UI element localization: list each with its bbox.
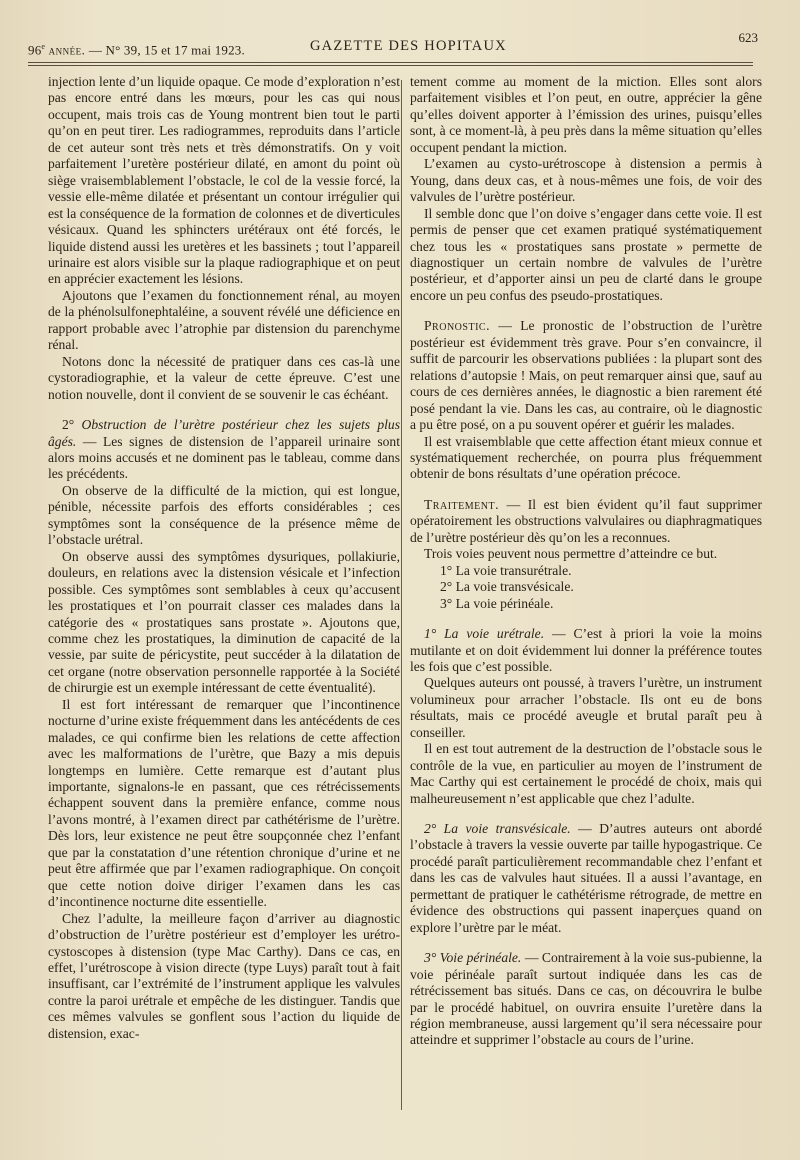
pronostic-heading: Pronostic. <box>424 318 490 334</box>
voie-1-label: 1° La voie urétrale. <box>424 626 545 642</box>
paragraph: Ajoutons que l’examen du fonctionnement rénal, au moyen de la phénolsulfonephtaléine, a souvent révélé une déficience en rapport probable avec l’atrophie par distension du parenchyme rénal. <box>48 287 400 353</box>
paragraph: Trois voies peuvent nous permettre d’atteindre ce but. <box>424 546 718 562</box>
header-rule <box>28 62 753 63</box>
paragraph: injection lente d’un liquide opaque. Ce mode d’exploration n’est pas encore entré dans les mœurs, pour les cas qui nous occupent, mais trois cas de Young montrent bien tout le parti qu’on en peut tirer. Les radiogrammes, reproduits dans l’article de cet auteur sont très nets et très démonstratifs. On y voit parfaitement l’uretère postérieur dilaté, en amont du point où siège vraisemblablement l’obstacle, le col de la vessie forcé, la vessie elle-même dilatée et présentant un contour irrégulier qui est la conséquence de la formation de colonnes et de diverticules vésicaux. Quand les sphincters urétéraux ont été forcés, le liquide distend aussi les uretères et les bassinets ; tout l’appareil urinaire est alors visible sur la plaque radiographique et on peut en apprécier exactement les lésions. <box>48 74 400 287</box>
voie-3-paragraph: 3° Voie périnéale. — Contrairement à la voie sus-pubienne, la voie périnéale paraît surtout indiquée dans les cas de rétrécissement bas situés. Dans ce cas, on découvrira le bulbe par le procédé habituel, on ouvrira ensuite l’uretère dans la région membraneuse, aussi largement qu’il sera nécessaire pour atteindre et supprimer l’obstacle au cours de l’urine. <box>410 950 762 1048</box>
issue-info: 96e année. — N° 39, 15 et 17 mai 1923. <box>28 42 245 58</box>
paragraph: Il est fort intéressant de remarquer que l’incontinence nocturne d’urine existe fréquemment dans les antécédents de ces malades, ce qui confirme bien les relations de cette affection avec les malformations de l’urètre, que Bazy a mis depuis longtemps en lumière. Cette remarque est d’autant plus importante, signalons-le en passant, que ces rétrécissements échappent souvent dans la première enfance, comme nous l’avons montré, à l’examen direct par cathétérisme de l’urètre. Dès lors, leur existence ne peut être soupçonnée chez l’enfant que par la constatation d’une rétention chronique d’urine et ne peut être affirmée que par l’examen radiographique. On conçoit que cette notion doive diriger l’examen dans les cas d’incontinence nocturne dite essentielle. <box>48 696 400 910</box>
paragraph: Il semble donc que l’on doive s’engager dans cette voie. Il est permis de penser que cet examen pratiqué systématiquement chez tous les « prostatiques sans prostate » permette de diagnostiquer un certain nombre de valvules de l’urètre postérieur, et d’apporter ainsi un peu de clarté dans le groupe encore un peu confus des pseudo-prostatiques. <box>410 205 762 303</box>
paragraph: On observe de la difficulté de la miction, qui est longue, pénible, nécessite parfois des efforts considérables ; ces symptômes sont la conséquence de la présence même de l’obstacle urétral. <box>48 482 400 548</box>
voie-3-label: 3° Voie périnéale. <box>424 950 522 966</box>
paragraph: On observe aussi des symptômes dysuriques, pollakiurie, douleurs, en relations avec la distension vésicale et l’infection possible. Ces symptômes sont semblables à ceux qu’accusent les prostatiques et l’on pourrait classer ces malades dans la catégorie des « prostatiques sans prostate ». Ajoutons que, comme chez les prostatiques, la diminution de capacité de la vessie, par suite de péricystite, peut succéder à la dilatation de cet organe (notre observation personnelle rapportée à la Société de chirurgie est un exemple intéressant de cette éventualité). <box>48 548 400 696</box>
paragraph: Il est vraisemblable que cette affection étant mieux connue et systématiquement recherchée, on pourra plus fréquemment obtenir de bons résultats d’une opération précoce. <box>410 433 762 482</box>
voie-1-paragraph: 1° La voie urétrale. — C’est à priori la voie la moins mutilante et on doit évidemment lui donner la préférence toutes les fois que c’est possible. <box>410 626 762 674</box>
voie-2-paragraph: 2° La voie transvésicale. — D’autres auteurs ont abordé l’obstacle à travers la vessie ouverte par taille hypogastrique. Ce procédé paraît particulièrement recommandable chez l’enfant et dans les cas de valvules haut situées. Il a aussi l’avantage, en permettant de pratiquer le cathétérisme rétrograde, de mettre en évidence des obstructions qui passent inaperçues quand on explore l’urètre par le méat. <box>410 821 762 935</box>
voie-2-label: 2° La voie transvésicale. <box>424 821 571 837</box>
pronostic-paragraph: Pronostic. — Le pronostic de l’obstruction de l’urètre postérieur est évidemment très grave. Pour s’en convaincre, il suffit de parcourir les observations publiées : la plupart sont des relations d’autopsie ! Mais, on peut remarquer ainsi que, sauf au cours de ces dernières années, le diagnostic a bien rarement été posé pendant la vie. Dans les cas, au contraire, où le diagnostic a pu être posé, on a pu souvent opérer et guérir les malades. <box>410 318 762 433</box>
left-column <box>48 74 400 1042</box>
paragraph: Notons donc la nécessité de pratiquer dans ces cas-là une cystoradiographie, et la valeur de cette épreuve. C’est une notion nouvelle, dont il convient de se souvenir le cas échéant. <box>48 353 400 402</box>
right-column <box>410 74 762 1049</box>
page-number: 623 <box>738 30 758 45</box>
paragraph: Il en est tout autrement de la destruction de l’obstacle sous le contrôle de la vue, en particulier au moyen de l’instrument de Mac Carthy qui est certainement le procédé de choix, mais qui malheureusement n’est applicable que chez l’adulte. <box>410 741 762 806</box>
traitement-paragraph: Traitement. — Il est bien évident qu’il faut supprimer opératoirement les obstructions valvulaires ou diaphragmatiques de l’urètre postérieur dès qu’on les a reconnues. <box>410 496 762 545</box>
list-item: 1° La voie transurétrale. <box>440 562 572 578</box>
journal-title: GAZETTE DES HOPITAUX <box>310 38 507 54</box>
traitement-heading: Traitement. <box>424 496 499 512</box>
column-divider <box>401 80 402 1110</box>
paragraph: tement comme au moment de la miction. Elles sont alors parfaitement visibles et l’on peut, en outre, apprécier la gêne qu’elles doivent apporter à l’émission des urines, puisqu’elles sont, à ce moment-là, à peu près dans la même situation qu’elles occupent pendant la miction. <box>410 74 762 155</box>
list-item: 3° La voie périnéale. <box>440 595 554 611</box>
section-2-paragraph: 2° Obstruction de l’urètre postérieur chez les sujets plus âgés. — Les signes de distension de l’appareil urinaire sont alors moins accusés et ne dominent pas le tableau, comme dans les précédents. <box>48 417 400 482</box>
paragraph: L’examen au cysto-urétroscope à distension a permis à Young, dans deux cas, et à nous-mêmes une fois, de voir des valvules de l’urètre postérieur. <box>410 156 762 205</box>
list-item: 2° La voie transvésicale. <box>440 579 574 595</box>
paragraph: Quelques auteurs ont poussé, à travers l’urètre, un instrument volumineux pour arracher l’obstacle. Ils ont eu de bons résultats, mais ce procédé aveugle et brutal paraît peu à conseiller. <box>410 675 762 740</box>
header-rule-double <box>28 65 753 66</box>
section-2-title: Obstruction de l’urètre postérieur chez les sujets plus âgés. <box>48 417 400 449</box>
running-header <box>28 30 758 58</box>
paragraph: Chez l’adulte, la meilleure façon d’arriver au diagnostic d’obstruction de l’urètre postérieur est d’employer les urétro-cystoscopes à distension (type Mac Carthy). Dans ce cas, en effet, l’urétroscope à vision directe (type Luys) paraît tout à fait insuffisant, car l’extrémité de l’instrument applique les valvules contre la paroi urétrale et empêche de les distinguer. Tandis que ces mêmes valvules se gonflent sous l’action du liquide de distension, exac- <box>48 910 400 1041</box>
section-2-number: 2° <box>62 417 75 433</box>
